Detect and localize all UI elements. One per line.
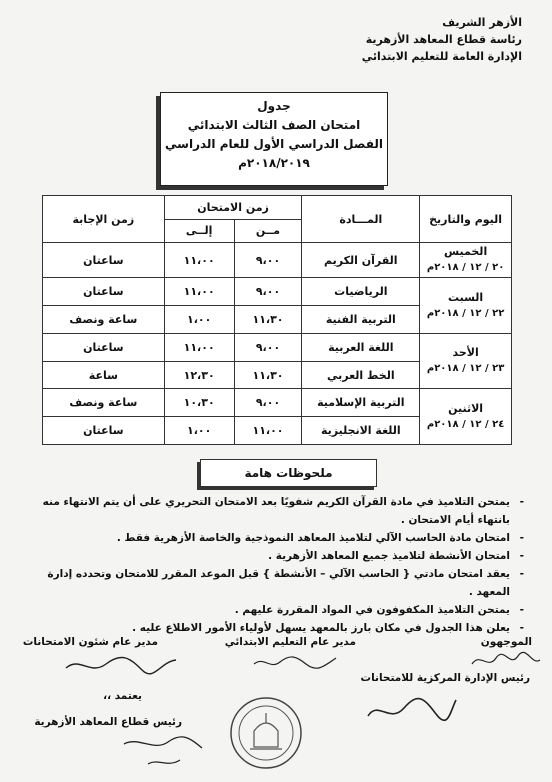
from-cell: ١١،٣٠ [234, 306, 302, 334]
from-cell: ٩،٠٠ [234, 278, 302, 306]
to-cell: ١٢،٣٠ [164, 361, 234, 389]
from-cell: ٩،٠٠ [234, 333, 302, 361]
header-day-date: اليوم والتاريخ [420, 196, 512, 243]
signature-central-exams-head: رئيس الإدارة المركزية للامتحانات [360, 672, 530, 684]
day-cell [420, 243, 512, 278]
day-cell [420, 278, 512, 334]
signature-exams-director: مدير عام شئون الامتحانات [22, 636, 158, 648]
note-item: - يعلن هذا الجدول في مكان بارز بالمعهد يسهل لأولياء الأمور الاطلاع عليه . [24, 619, 524, 637]
to-cell: ١٠،٣٠ [164, 389, 234, 417]
header-subject: المـــادة [302, 196, 420, 243]
to-cell: ١،٠٠ [164, 417, 234, 445]
sector-head-signature-scribble [118, 734, 208, 774]
table-row [43, 243, 512, 278]
note-item: - امتحان الأنشطة لتلاميذ جميع المعاهد الأزهرية . [24, 547, 524, 565]
subject-cell: التربية الإسلامية [302, 389, 420, 417]
duration-cell: ساعة ونصف [43, 389, 165, 417]
day-date: ٢٤ / ١٢ / ٢٠١٨م [426, 418, 505, 430]
from-cell: ١١،٠٠ [234, 417, 302, 445]
notes-list [24, 493, 524, 637]
signature-primary-director: مدير عام التعليم الابتدائي [224, 636, 356, 648]
exam-schedule-table [42, 195, 512, 445]
table-row [43, 278, 512, 306]
duration-cell: ساعة ونصف [43, 306, 165, 334]
day-date: ٢٠ / ١٢ / ٢٠١٨م [426, 262, 505, 274]
title-line-1: جدول [257, 99, 291, 113]
header-answer-time: زمن الإجابة [43, 196, 165, 243]
subject-cell: الرياضيات [302, 278, 420, 306]
day-date: ٢٣ / ١٢ / ٢٠١٨م [426, 363, 505, 375]
day-date: ٢٢ / ١٢ / ٢٠١٨م [426, 307, 505, 319]
notes-title: ملحوظات هامة [200, 459, 377, 487]
from-cell: ١١،٣٠ [234, 361, 302, 389]
header-from: مــن [234, 219, 302, 243]
header-exam-time: زمن الامتحان [164, 196, 302, 220]
table-row [43, 389, 512, 417]
duration-cell: ساعتان [43, 333, 165, 361]
signature-supervisors: الموجهون [480, 636, 532, 648]
header-to: إلــى [164, 219, 234, 243]
note-item: - يعقد امتحان مادتي { الحاسب الآلي – الأنشطة } قبل الموعد المقرر للامتحان وتحدده إدارة المعهد . [24, 565, 524, 601]
subject-cell: القرآن الكريم [302, 243, 420, 278]
to-cell: ١١،٠٠ [164, 278, 234, 306]
header-line-2: رئاسة قطاع المعاهد الأزهرية [365, 33, 522, 46]
title-line-2: امتحان الصف الثالث الابتدائي [187, 118, 361, 132]
day-name: الأحد [452, 346, 479, 360]
day-name: الخميس [443, 245, 488, 259]
central-exams-head-signature-scribble [360, 694, 460, 728]
header-line-3: الإدارة العامة للتعليم الابتدائي [361, 50, 522, 63]
subject-cell: الخط العربي [302, 361, 420, 389]
duration-cell: ساعة [43, 361, 165, 389]
header-line-1: الأزهر الشريف [442, 16, 522, 29]
day-cell [420, 389, 512, 445]
official-stamp-seal [228, 695, 304, 771]
duration-cell: ساعتان [43, 243, 165, 278]
table-row [43, 333, 512, 361]
signature-approved: يعتمد ،، [103, 690, 142, 702]
day-name: السبت [447, 290, 484, 304]
exams-director-signature-scribble [60, 652, 180, 680]
duration-cell: ساعتان [43, 417, 165, 445]
title-line-4: ٢٠١٨/٢٠١٩م [238, 156, 310, 170]
signature-sector-head: رئيس قطاع المعاهد الأزهرية [34, 716, 182, 728]
to-cell: ١١،٠٠ [164, 333, 234, 361]
day-cell [420, 333, 512, 389]
from-cell: ٩،٠٠ [234, 243, 302, 278]
to-cell: ١١،٠٠ [164, 243, 234, 278]
primary-director-signature-scribble [250, 652, 340, 672]
note-item: - امتحان مادة الحاسب الآلي لتلاميذ المعاهد النموذجية والخاصة الأزهرية فقط . [24, 529, 524, 547]
subject-cell: اللغة العربية [302, 333, 420, 361]
day-name: الاثنين [448, 401, 484, 415]
note-item: - يمتحن التلاميذ في مادة القرآن الكريم شفويًا بعد الامتحان التحريري على أن يتم الانتهاء منه بانتهاء أيام الامتحان . [24, 493, 524, 529]
title-box [160, 92, 388, 186]
supervisors-signature-scribble [470, 650, 542, 672]
from-cell: ٩،٠٠ [234, 389, 302, 417]
subject-cell: اللغة الانجليزية [302, 417, 420, 445]
subject-cell: التربية الفنية [302, 306, 420, 334]
duration-cell: ساعتان [43, 278, 165, 306]
title-line-3: الفصل الدراسي الأول للعام الدراسي [165, 137, 383, 151]
note-item: - يمتحن التلاميذ المكفوفون في المواد المقررة عليهم . [24, 601, 524, 619]
to-cell: ١،٠٠ [164, 306, 234, 334]
institution-header [362, 14, 522, 65]
